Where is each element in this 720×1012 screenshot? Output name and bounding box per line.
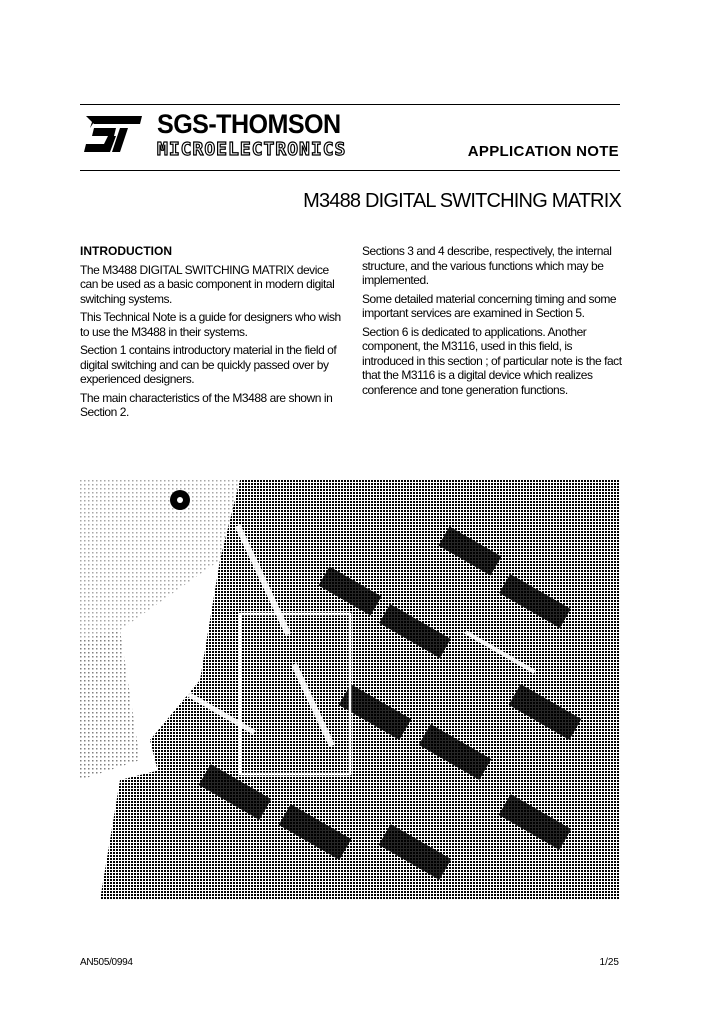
intro-paragraph: The M3488 DIGITAL SWITCHING MATRIX device can be used as a basic component in modern digital switching systems. <box>80 262 335 306</box>
sections-paragraph: Some detailed material concerning timing and some important services are examined in Section 5. <box>362 291 617 320</box>
circuit-board-photo <box>80 480 620 900</box>
header-top-rule <box>80 104 620 105</box>
brand-name: SGS-THOMSON <box>157 109 341 139</box>
intro-paragraph: Section 1 contains introductory material in the field of digital switching and can be quickly passed over by experienced designers. <box>80 343 337 386</box>
sections-paragraph: Sections 3 and 4 describe, respectively, the internal structure, and the various functions which may be implemented. <box>362 244 612 287</box>
introduction-column <box>80 244 342 424</box>
introduction-heading: INTRODUCTION <box>80 244 172 258</box>
header-bottom-rule <box>80 170 620 171</box>
document-title: M3488 DIGITAL SWITCHING MATRIX <box>303 190 621 212</box>
intro-paragraph: This Technical Note is a guide for designers who wish to use the M3488 in their systems. <box>80 310 341 339</box>
intro-paragraph: The main characteristics of the M3488 are shown in Section 2. <box>80 390 333 419</box>
sections-paragraph: Section 6 is dedicated to applications. Another component, the M3116, used in this field, is introduced in this section ; of particular note is the fact that the M3116 is a digital device which realizes conference and tone generation functions. <box>362 324 622 397</box>
st-logo-icon <box>80 112 146 156</box>
document-type-label: APPLICATION NOTE <box>467 143 619 160</box>
sections-column <box>362 244 624 401</box>
document-code: AN505/0994 <box>80 957 133 968</box>
page-number: 1/25 <box>599 957 619 968</box>
brand-subtitle: MICROELECTRONICS <box>157 139 347 160</box>
